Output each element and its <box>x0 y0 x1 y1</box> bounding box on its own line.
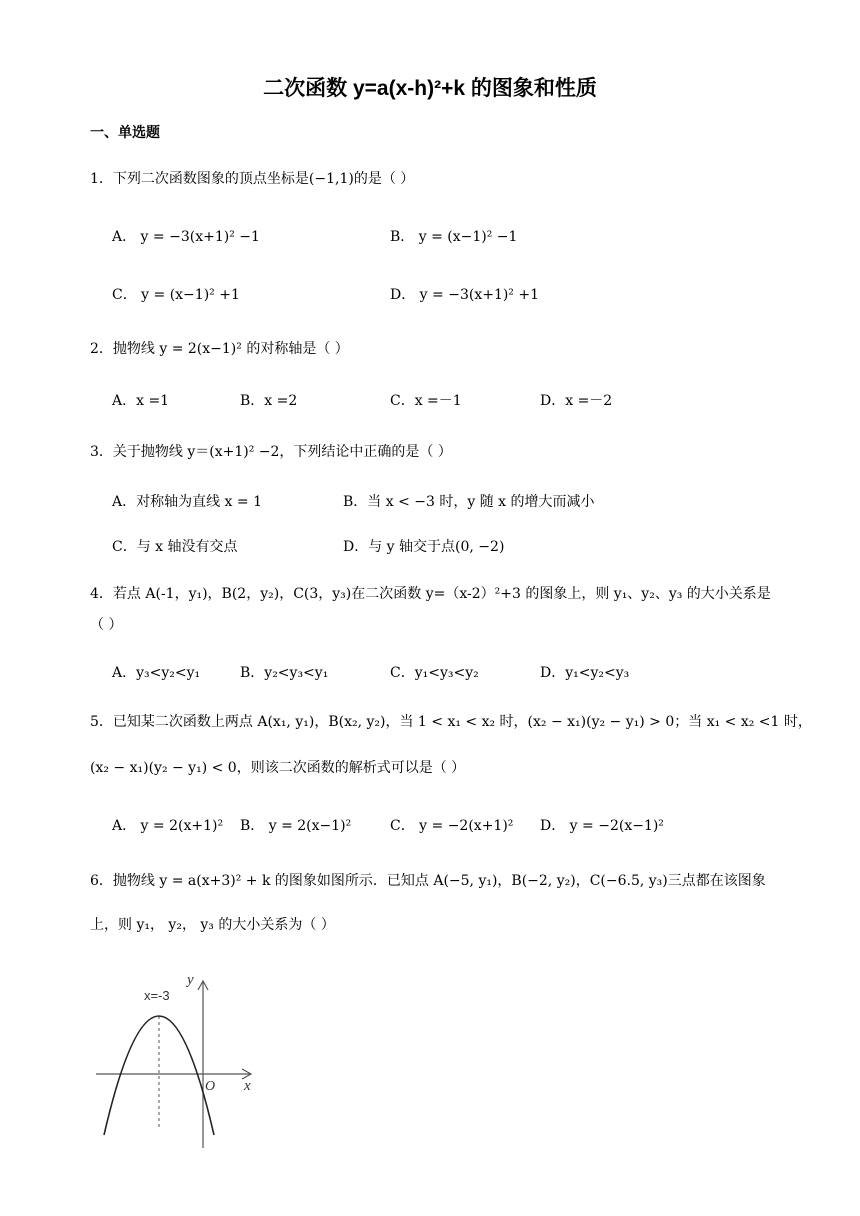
y-axis-label: y <box>187 972 194 988</box>
q2-option-d[interactable]: D．x =－2 <box>540 393 613 409</box>
q1-stem: 1．下列二次函数图象的顶点坐标是(−1,1)的是（ ） <box>90 171 415 187</box>
parabola-figure <box>90 962 270 1152</box>
q5-option-a[interactable]: A． y = 2(x+1)² <box>112 818 224 834</box>
q5-option-d[interactable]: D． y = −2(x−1)² <box>540 818 664 834</box>
q3-option-a[interactable]: A．对称轴为直线 x = 1 <box>112 494 262 510</box>
page-title: 二次函数 y=a(x-h)²+k 的图象和性质 <box>263 77 597 100</box>
q3-stem: 3．关于抛物线 y＝(x+1)² −2，下列结论中正确的是（ ） <box>90 444 452 460</box>
parabola-curve <box>104 1016 214 1135</box>
q2-option-a[interactable]: A．x =1 <box>112 393 170 409</box>
q1-option-d[interactable]: D． y = −3(x+1)² +1 <box>390 287 540 303</box>
q2-stem: 2．抛物线 y = 2(x−1)² 的对称轴是（ ） <box>90 341 349 357</box>
q2-option-c[interactable]: C．x =－1 <box>390 393 462 409</box>
q4-option-a[interactable]: A．y₃<y₂<y₁ <box>112 665 201 681</box>
section-heading: 一、单选题 <box>90 125 160 141</box>
q4-stem-line1: 4．若点 A(-1，y₁)，B(2，y₂)，C(3，y₃)在二次函数 y=（x-2）²+3 的图象上，则 y₁、y₂、y₃ 的大小关系是 <box>90 586 771 602</box>
q1-option-c[interactable]: C． y = (x−1)² +1 <box>112 287 240 303</box>
q5-option-c[interactable]: C． y = −2(x+1)² <box>390 818 514 834</box>
q3-option-c[interactable]: C．与 x 轴没有交点 <box>112 539 238 555</box>
q4-option-d[interactable]: D．y₁<y₂<y₃ <box>540 665 630 681</box>
symmetry-label: x=-3 <box>144 988 170 1003</box>
q2-option-b[interactable]: B．x =2 <box>240 393 298 409</box>
q6-stem-line2: 上，则 y₁， y₂， y₃ 的大小关系为（ ） <box>90 917 335 933</box>
origin-label: O <box>205 1079 216 1094</box>
q3-option-b[interactable]: B．当 x < −3 时，y 随 x 的增大而减小 <box>343 494 595 510</box>
q6-stem-line1: 6．抛物线 y = a(x+3)² + k 的图象如图所示．已知点 A(−5, y₁)，B(−2, y₂)，C(−6.5, y₃)三点都在该图象 <box>90 873 766 889</box>
q5-stem-line1: 5．已知某二次函数上两点 A(x₁, y₁)，B(x₂, y₂)，当 1 < x₁ < x₂ 时，(x₂ − x₁)(y₂ − y₁) > 0；当 x₁ < x₂ <1 时， <box>90 714 812 730</box>
q4-stem-line2: （ ） <box>90 617 123 633</box>
q5-option-b[interactable]: B． y = 2(x−1)² <box>240 818 352 834</box>
q5-stem-line2: (x₂ − x₁)(y₂ − y₁) < 0，则该二次函数的解析式可以是（ ） <box>90 760 466 776</box>
q4-option-c[interactable]: C．y₁<y₃<y₂ <box>390 665 479 681</box>
q3-option-d[interactable]: D．与 y 轴交于点(0, −2) <box>343 539 505 555</box>
q1-option-a[interactable]: A． y = −3(x+1)² −1 <box>112 229 260 245</box>
q4-option-b[interactable]: B．y₂<y₃<y₁ <box>240 665 329 681</box>
x-axis-label: x <box>244 1078 251 1094</box>
q1-option-b[interactable]: B． y = (x−1)² −1 <box>390 229 518 245</box>
